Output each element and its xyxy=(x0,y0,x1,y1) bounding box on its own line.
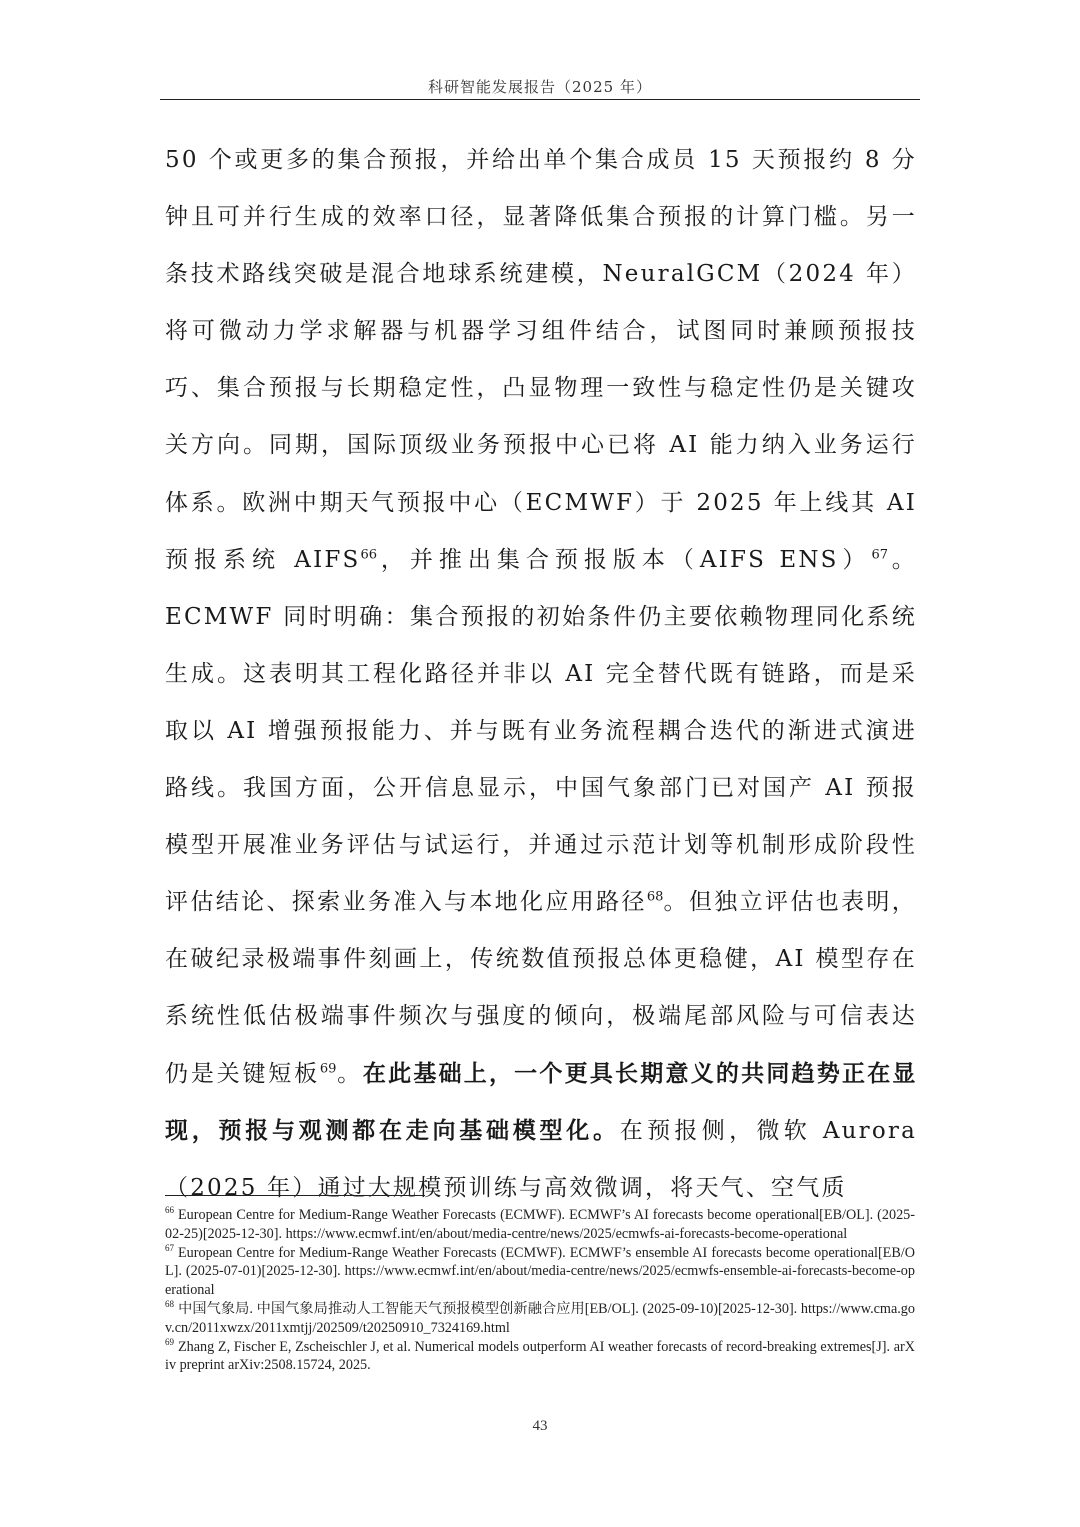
body-paragraph xyxy=(165,132,917,1217)
footnote-text: 中国气象局. 中国气象局推动人工智能天气预报模型创新融合应用[EB/OL]. (2025-09-10)[2025-12-30]. https://www.cma.gov.cn/2011xwzx/2011xmtjj/202509/t20250910_7324169.html xyxy=(165,1300,915,1336)
body-text-segment: 。ECMWF 同时明确：集合预报的初始条件仍主要依赖物理同化系统生成。这表明其工程化路径并非以 AI 完全替代既有链路，而是采取以 AI 增强预报能力、并与既有业务流程耦合迭代的渐进式演进路线。我国方面，公开信息显示，中国气象部门已对国产 AI 预报模型开展准业务评估与试运行，并通过示范计划等机制形成阶段性评估结论、探索业务准入与本地化应用路径 xyxy=(165,546,917,916)
footnote-ref-69[interactable]: 69 xyxy=(319,1060,337,1076)
footnote-66 xyxy=(165,1206,915,1244)
footnote-text: European Centre for Medium-Range Weather Forecasts (ECMWF). ECMWF’s AI forecasts become operational[EB/OL]. (2025-02-25)[2025-12-30]. https://www.ecmwf.int/en/about/media-centre/news/2025/ecmwfs-ai-forecasts-become-operational xyxy=(165,1207,915,1242)
footnote-67 xyxy=(165,1244,915,1300)
footnote-number: 68 xyxy=(165,1299,174,1310)
footnote-separator xyxy=(165,1195,425,1196)
footnote-69 xyxy=(165,1338,915,1376)
body-text-segment: 在预报侧，微软 Aurora（2025 年）通过大规模预训练与高效微调，将天气、空气质 xyxy=(165,1117,917,1201)
header-rule xyxy=(160,99,920,100)
body-text-segment: 。但独立评估也表明，在破纪录极端事件刻画上，传统数值预报总体更稳健，AI 模型存在系统性低估极端事件频次与强度的倾向，极端尾部风险与可信表达仍是关键短板 xyxy=(165,889,917,1087)
footnote-number: 66 xyxy=(165,1205,174,1216)
footnote-ref-67[interactable]: 67 xyxy=(871,547,888,562)
footnotes xyxy=(165,1206,915,1375)
footnote-number: 67 xyxy=(165,1242,174,1253)
footnote-number: 69 xyxy=(165,1336,174,1347)
footnote-68 xyxy=(165,1300,915,1338)
body-text-segment: 。 xyxy=(336,1060,363,1087)
footnote-ref-66[interactable]: 66 xyxy=(360,547,378,562)
footnote-text: Zhang Z, Fischer E, Zscheischler J, et al. Numerical models outperform AI weather forecasts of record-breaking extremes[J]. arXiv preprint arXiv:2508.15724, 2025. xyxy=(165,1338,915,1374)
footnote-text: European Centre for Medium-Range Weather Forecasts (ECMWF). ECMWF’s ensemble AI forecasts become operational[EB/OL]. (2025-07-01)[2025-12-30]. https://www.ecmwf.int/en/about/media-centre/news/2025/ecmwfs-ensemble-ai-forecasts-become-operational xyxy=(165,1244,915,1299)
page-number: 43 xyxy=(532,1418,548,1434)
footnote-ref-68[interactable]: 68 xyxy=(646,889,664,905)
bold-key-sentence: 在此基础上，一个更具长期意义的共同趋势正在显现，预报与观测都在走向基础模型化。 xyxy=(165,1060,918,1144)
body-text-segment: ，并推出集合预报版本（AIFS ENS） xyxy=(377,546,872,573)
body-text-segment: 50 个或更多的集合预报，并给出单个集合成员 15 天预报约 8 分钟且可并行生成的效率口径，显著降低集合预报的计算门槛。另一条技术路线突破是混合地球系统建模，NeuralGCM（2024 年）将可微动力学求解器与机器学习组件结合，试图同时兼顾预报技巧、集合预报与长期稳定性，凸显物理一致性与稳定性仍是关键攻关方向。同期，国际顶级业务预报中心已将 AI 能力纳入业务运行体系。欧洲中期天气预报中心（ECMWF）于 2025 年上线其 AI 预报系统 AIFS xyxy=(165,147,917,573)
running-header: 科研智能发展报告（2025 年） xyxy=(428,78,652,96)
